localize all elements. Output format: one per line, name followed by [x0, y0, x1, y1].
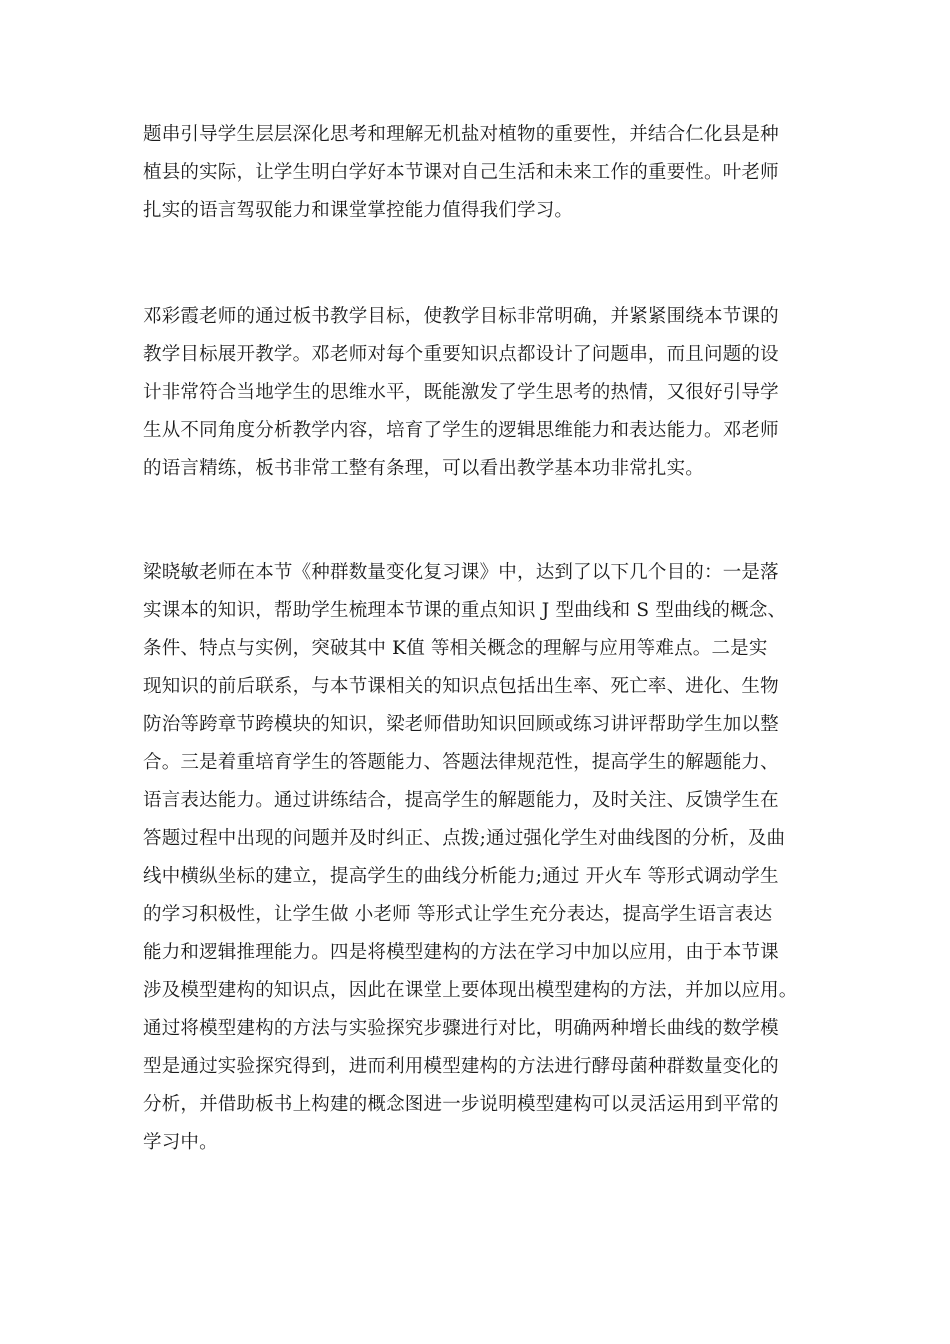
text-line: 实课本的知识，帮助学生梳理本节课的重点知识 J 型曲线和 S 型曲线的概念、	[143, 600, 787, 621]
text-line: 涉及模型建构的知识点，因此在课堂上要体现出模型建构的方法，并加以应用。	[143, 980, 798, 1001]
text-line: 现知识的前后联系，与本节课相关的知识点包括出生率、死亡率、进化、生物	[143, 676, 779, 697]
text-line: 型是通过实验探究得到，进而利用模型建构的方法进行酵母菌种群数量变化的	[143, 1056, 779, 1077]
text-line: 分析，并借助板书上构建的概念图进一步说明模型建构可以灵活运用到平常的	[143, 1094, 779, 1115]
text-line: 扎实的语言驾驭能力和课堂掌控能力值得我们学习。	[143, 200, 574, 221]
text-line: 邓彩霞老师的通过板书教学目标，使教学目标非常明确，并紧紧围绕本节课的	[143, 306, 779, 327]
text-line: 教学目标展开教学。邓老师对每个重要知识点都设计了问题串，而且问题的设	[143, 344, 779, 365]
text-line: 防治等跨章节跨模块的知识，梁老师借助知识回顾或练习讲评帮助学生加以整	[143, 714, 779, 735]
paragraph-1	[143, 116, 808, 230]
text-line: 线中横纵坐标的建立，提高学生的曲线分析能力;通过 开火车 等形式调动学生	[143, 866, 779, 887]
text-line: 合。三是着重培育学生的答题能力、答题法律规范性，提高学生的解题能力、	[143, 752, 779, 773]
paragraph-2	[143, 298, 808, 488]
text-line: 学习中。	[143, 1132, 218, 1153]
text-line: 计非常符合当地学生的思维水平，既能激发了学生思考的热情，又很好引导学	[143, 382, 779, 403]
text-line: 语言表达能力。通过讲练结合，提高学生的解题能力，及时关注、反馈学生在	[143, 790, 779, 811]
text-line: 题串引导学生层层深化思考和理解无机盐对植物的重要性，并结合仁化县是种	[143, 124, 779, 145]
text-line: 通过将模型建构的方法与实验探究步骤进行对比，明确两种增长曲线的数学模	[143, 1018, 779, 1039]
text-line: 梁晓敏老师在本节《种群数量变化复习课》中，达到了以下几个目的：一是落	[143, 562, 779, 583]
text-line: 的学习积极性，让学生做 小老师 等形式让学生充分表达，提高学生语言表达	[143, 904, 773, 925]
text-line: 生从不同角度分析教学内容，培育了学生的逻辑思维能力和表达能力。邓老师	[143, 420, 779, 441]
text-line: 答题过程中出现的问题并及时纠正、点拨;通过强化学生对曲线图的分析，及曲	[143, 828, 786, 849]
text-line: 的语言精练，板书非常工整有条理，可以看出教学基本功非常扎实。	[143, 458, 705, 479]
text-line: 能力和逻辑推理能力。四是将模型建构的方法在学习中加以应用，由于本节课	[143, 942, 779, 963]
paragraph-3	[143, 554, 808, 1162]
text-line: 条件、特点与实例，突破其中 K值 等相关概念的理解与应用等难点。二是实	[143, 638, 768, 659]
text-line: 植县的实际，让学生明白学好本节课对自己生活和未来工作的重要性。叶老师	[143, 162, 779, 183]
